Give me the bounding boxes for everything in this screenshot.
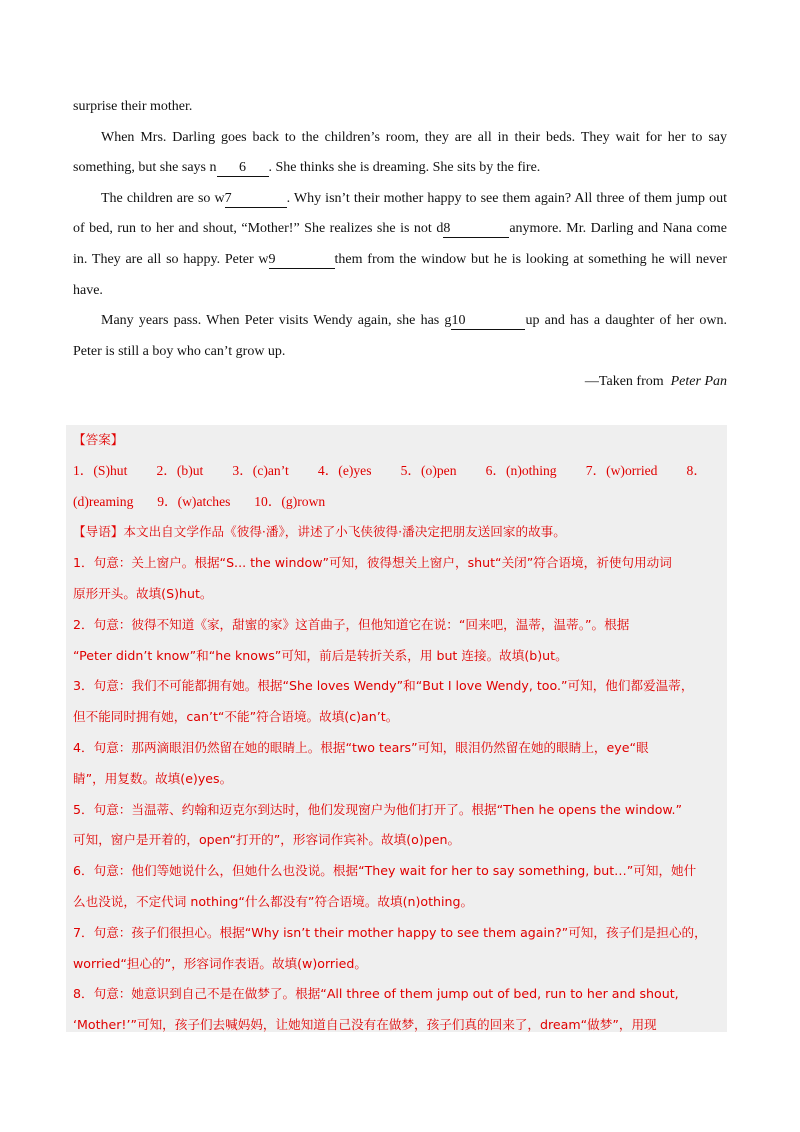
passage bbox=[73, 92, 727, 398]
explanation-line: 可知，窗户是开着的，open“打开的”，形容词作宾补。故填(o)pen。 bbox=[73, 832, 461, 848]
explanation-line: 睛”，用复数。故填(e)yes。 bbox=[73, 770, 233, 786]
explanation-line: 2．句意：彼得不知道《家，甜蜜的家》这首曲子，但他知道它在说：“回来吧，温蒂，温蒂。”。根据 bbox=[73, 616, 630, 632]
blank-6: 6 bbox=[217, 160, 269, 177]
explanation-line: worried“担心的”，形容词作表语。故填(w)orried。 bbox=[73, 955, 367, 971]
passage-line: of bed, run to her and shout, “Mother!” She realizes she is not d8 anymore. Mr. Darling and Nana come bbox=[73, 221, 727, 237]
explanation-line: 7．句意：孩子们很担心。根据“Why isn’t their mother happy to see them again?”可知，孩子们是担心的， bbox=[73, 924, 707, 940]
blank-10: 10 bbox=[451, 313, 525, 330]
blank-8: 8 bbox=[443, 221, 509, 238]
explanation-line: 么也没说，不定代词 nothing“什么都没有”符合语境。故填(n)othing。 bbox=[73, 893, 474, 909]
passage-line: Peter is still a boy who can’t grow up. bbox=[73, 343, 286, 359]
explanation-line: 原形开头。故填(S)hut。 bbox=[73, 585, 213, 601]
blank-9: 9 bbox=[269, 252, 335, 269]
explanation-line: 3．句意：我们不可能都拥有她。根据“She loves Wendy”和“But I love Wendy, too.”可知，他们都爱温蒂， bbox=[73, 678, 694, 694]
answer-item: 4．(e)yes bbox=[317, 462, 372, 478]
explanation-line: 6．句意：他们等她说什么，但她什么也没说。根据“They wait for her to say something, but…”可知，她什 bbox=[73, 863, 697, 879]
answer-item: 8． bbox=[686, 462, 707, 478]
explanation-line: “Peter didn’t know”和“he knows”可知，前后是转折关系，用 but 连接。故填(b)ut。 bbox=[73, 647, 568, 663]
blank-7: 7 bbox=[225, 191, 287, 208]
source-citation: —Taken from Peter Pan bbox=[584, 374, 727, 390]
answer-heading: 【答案】 bbox=[73, 432, 124, 447]
explanation-line: 8．句意：她意识到自己不是在做梦了。根据“All three of them jump out of bed, run to her and shout, bbox=[73, 986, 679, 1002]
passage-line: When Mrs. Darling goes back to the children’s room, they are all in their beds. They wait for her to say bbox=[101, 129, 727, 145]
answer-row bbox=[73, 456, 727, 487]
passage-line: have. bbox=[73, 282, 103, 298]
explanation-line: 5．句意：当温蒂、约翰和迈克尔到达时，他们发现窗户为他们打开了。根据“Then he opens the window.” bbox=[73, 801, 683, 817]
passage-line: something, but she says n 6 . She thinks she is dreaming. She sits by the fire. bbox=[73, 160, 541, 176]
answer-item: 5．(o)pen bbox=[400, 462, 457, 478]
explanation-line: ‘Mother!’”可知，孩子们去喊妈妈，让她知道自己没有在做梦，孩子们真的回来了，dream“做梦”，用现 bbox=[73, 1017, 657, 1032]
passage-line: in. They are all so happy. Peter w9 them from the window but he is looking at something he will never bbox=[73, 251, 727, 267]
explanation-line: 1．句意：关上窗户。根据“S... the window”可知，彼得想关上窗户，shut“关闭”符合语境，祈使句用动词 bbox=[73, 555, 672, 571]
answer-item: 2．(b)ut bbox=[156, 462, 204, 478]
explanation-line: 但不能同时拥有她，can’t“不能”符合语境。故填(c)an’t。 bbox=[73, 709, 399, 725]
guide-text: 【导语】本文出自文学作品《彼得·潘》，讲述了小飞侠彼得·潘决定把朋友送回家的故事。 bbox=[73, 524, 566, 540]
source-title: Peter Pan bbox=[670, 374, 727, 390]
passage-line: surprise their mother. bbox=[73, 99, 193, 114]
answer-item: 7．(w)orried bbox=[585, 462, 658, 478]
answer-item: 6．(n)othing bbox=[485, 462, 557, 478]
answer-item: 10．(g)rown bbox=[254, 493, 326, 509]
answer-item: (d)reaming bbox=[73, 493, 134, 509]
answer-item: 3．(c)an’t bbox=[232, 462, 289, 478]
answer-row bbox=[73, 487, 727, 518]
passage-line: The children are so w7 . Why isn’t their mother happy to see them again? All three of them jump out bbox=[101, 190, 727, 206]
answer-item: 1．(S)hut bbox=[73, 462, 128, 478]
explanation-line: 4．句意：那两滴眼泪仍然留在她的眼睛上。根据“two tears”可知，眼泪仍然留在她的眼睛上，eye“眼 bbox=[73, 739, 649, 755]
answer-item: 9．(w)atches bbox=[157, 493, 231, 509]
answer-box bbox=[66, 425, 727, 1032]
passage-line: Many years pass. When Peter visits Wendy again, she has g10 up and has a daughter of her own. bbox=[101, 313, 727, 329]
